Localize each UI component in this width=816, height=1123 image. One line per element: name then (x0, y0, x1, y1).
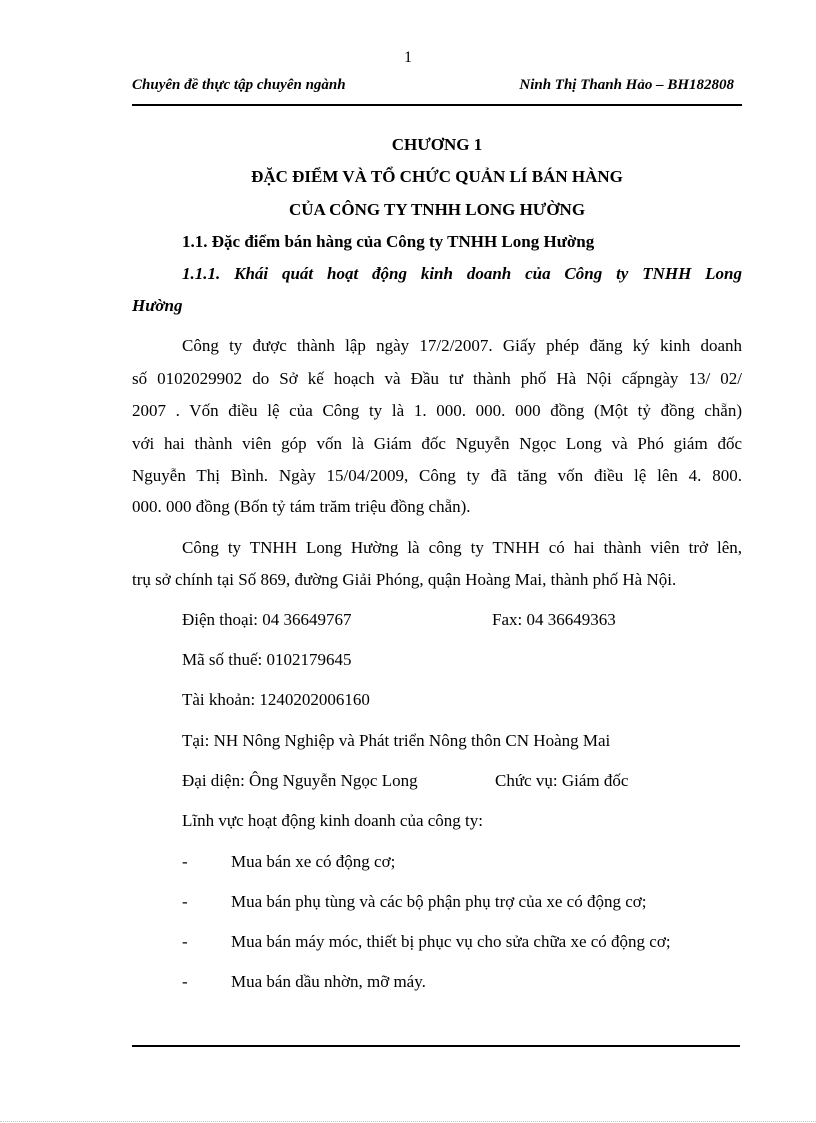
position: Chức vụ: Giám đốc (495, 771, 629, 790)
section-heading-1-1-1-line1: 1.1.1. Khái quát hoạt động kinh doanh của Công ty TNHH Long (182, 264, 742, 283)
paragraph1-line: 000. 000 đồng (Bốn tỷ tám trăm triệu đồng chẵn). (132, 497, 471, 516)
header-right: Ninh Thị Thanh Hảo – BH182808 (519, 77, 734, 93)
bank-name: Tại: NH Nông Nghiệp và Phát triển Nông thôn CN Hoàng Mai (182, 731, 611, 750)
list-item: Mua bán phụ tùng và các bộ phận phụ trợ của xe có động cơ; (231, 892, 647, 911)
representative: Đại diện: Ông Nguyễn Ngọc Long (182, 771, 418, 790)
section-heading-1-1-1-line2: Hường (132, 296, 183, 315)
list-item: Mua bán máy móc, thiết bị phục vụ cho sửa chữa xe có động cơ; (231, 932, 671, 951)
list-bullet: - (182, 972, 188, 991)
paragraph2-line: trụ sở chính tại Số 869, đường Giải Phóng, quận Hoàng Mai, thành phố Hà Nội. (132, 570, 677, 589)
list-item: Mua bán dầu nhờn, mỡ máy. (231, 972, 426, 991)
list-item: Mua bán xe có động cơ; (231, 852, 396, 871)
chapter-title-line1: ĐẶC ĐIỂM VÀ TỔ CHỨC QUẢN LÍ BÁN HÀNG (251, 167, 623, 186)
page-number: 1 (404, 49, 412, 66)
header-rule (132, 104, 742, 106)
footer-rule (132, 1045, 740, 1047)
list-bullet: - (182, 892, 188, 911)
phone: Điện thoại: 04 36649767 (182, 610, 352, 629)
tax-code: Mã số thuế: 0102179645 (182, 650, 352, 669)
header-left: Chuyên đề thực tập chuyên ngành (132, 77, 346, 93)
section-heading-1-1: 1.1. Đặc điểm bán hàng của Công ty TNHH Long Hường (182, 232, 595, 251)
paragraph1-line: Nguyễn Thị Bình. Ngày 15/04/2009, Công ty đã tăng vốn điều lệ lên 4. 800. (132, 466, 742, 485)
paragraph1-line: với hai thành viên góp vốn là Giám đốc Nguyễn Ngọc Long và Phó giám đốc (132, 434, 742, 453)
list-bullet: - (182, 852, 188, 871)
list-bullet: - (182, 932, 188, 951)
paragraph1-line: 2007 . Vốn điều lệ của Công ty là 1. 000. 000. 000 đồng (Một tỷ đồng chẵn) (132, 401, 742, 420)
fax: Fax: 04 36649363 (492, 610, 616, 629)
paragraph2-line: Công ty TNHH Long Hường là công ty TNHH có hai thành viên trở lên, (182, 538, 742, 557)
page-bottom-divider (0, 1121, 816, 1122)
paragraph1-line: số 0102029902 do Sở kế hoạch và Đầu tư thành phố Hà Nội cấpngày 13/ 02/ (132, 369, 742, 388)
paragraph1-line: Công ty được thành lập ngày 17/2/2007. Giấy phép đăng ký kinh doanh (182, 336, 742, 355)
chapter-title-line2: CỦA CÔNG TY TNHH LONG HƯỜNG (288, 200, 586, 219)
bank-account: Tài khoản: 1240202006160 (182, 690, 370, 709)
chapter-label: CHƯƠNG 1 (391, 135, 483, 154)
business-intro: Lĩnh vực hoạt động kinh doanh của công ty: (182, 811, 483, 830)
